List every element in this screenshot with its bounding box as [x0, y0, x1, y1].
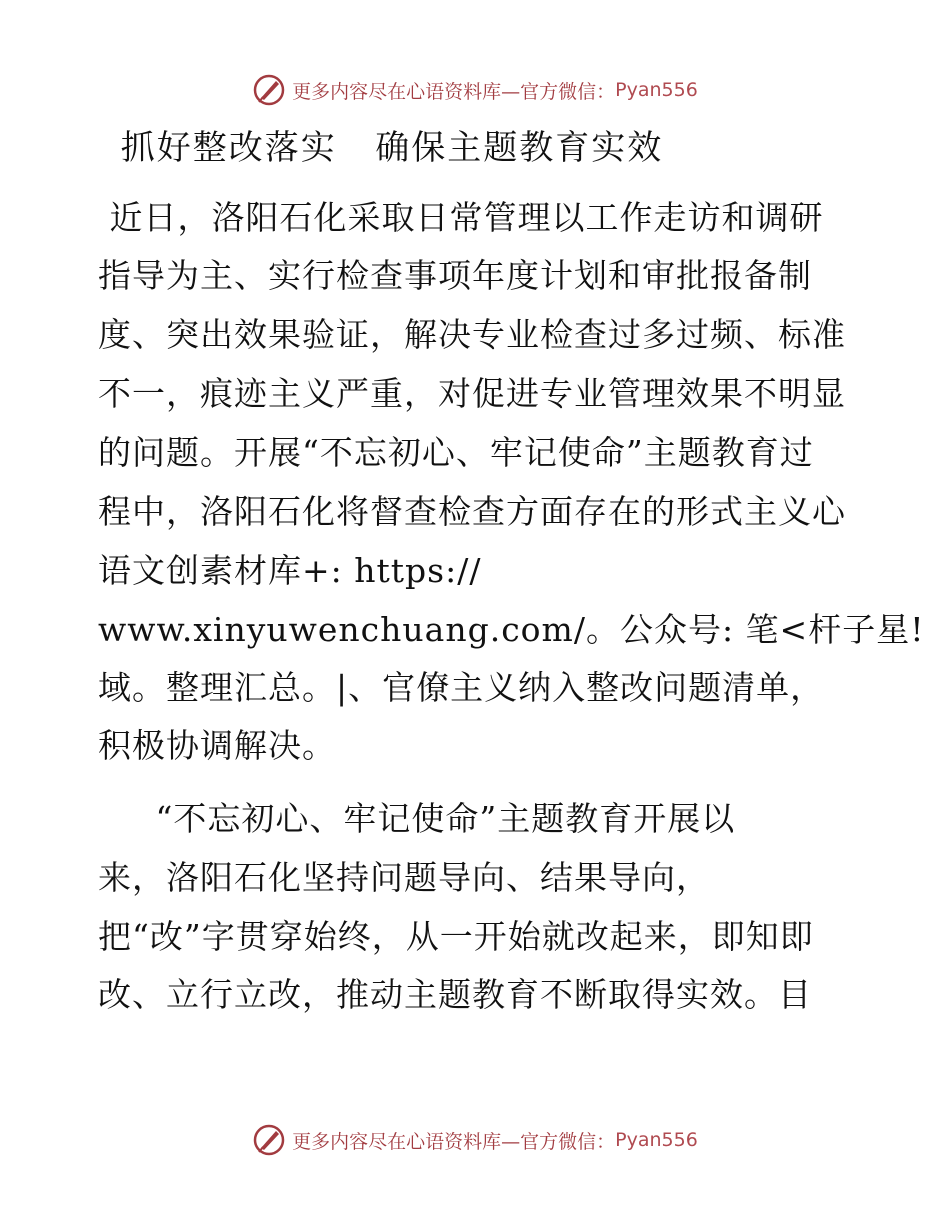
paragraph1-line-8: www.xinyuwenchuang.com/。公众号: 笔<杆子星! [98, 610, 925, 649]
paragraph1-line-5: 的问题。开展“不忘初心、牢记使命”主题教育过 [98, 433, 814, 472]
paragraph2-line-4: 改、立行立改，推动主题教育不断取得实效。目 [98, 975, 812, 1014]
paragraph1-line-4: 不一，痕迹主义严重，对促进专业管理效果不明显 [98, 374, 846, 413]
document-title: 抓好整改落实 确保主题教育实效 [108, 128, 664, 168]
banner-wechat-id: Pyan556 [615, 79, 698, 101]
banner-wechat-id: Pyan556 [615, 1129, 698, 1151]
paragraph2-line-3: 把“改”字贯穿始终，从一开始就改起来，即知即 [98, 917, 814, 956]
paragraph1-line-6: 程中，洛阳石化将督查检查方面存在的形式主义心 [98, 492, 846, 531]
paragraph2-line-1: “不忘初心、牢记使命”主题教育开展以 [98, 799, 736, 838]
banner-text: 更多内容尽在心语资料库—官方微信： [292, 1130, 616, 1153]
quill-pen-logo-icon [252, 1123, 286, 1157]
paragraph1-line-3: 度、突出效果验证，解决专业检查过多过频、标准 [98, 315, 846, 354]
paragraph1-line-10: 积极协调解决。 [98, 726, 336, 765]
paragraph1-line-2: 指导为主、实行检查事项年度计划和审批报备制 [98, 256, 812, 295]
paragraph2-line-2: 来，洛阳石化坚持问题导向、结果导向， [98, 858, 710, 897]
header-watermark-banner [0, 70, 950, 110]
paragraph1-line-7: 语文创素材库+: https:// [98, 551, 482, 590]
paragraph1-line-9: 域。整理汇总。|、官僚主义纳入整改问题清单， [98, 668, 825, 707]
quill-pen-logo-icon [252, 73, 286, 107]
banner-text: 更多内容尽在心语资料库—官方微信： [292, 80, 616, 103]
footer-watermark-banner [0, 1120, 950, 1160]
paragraph1-line-1: 近日，洛阳石化采取日常管理以工作走访和调研 [98, 198, 824, 237]
